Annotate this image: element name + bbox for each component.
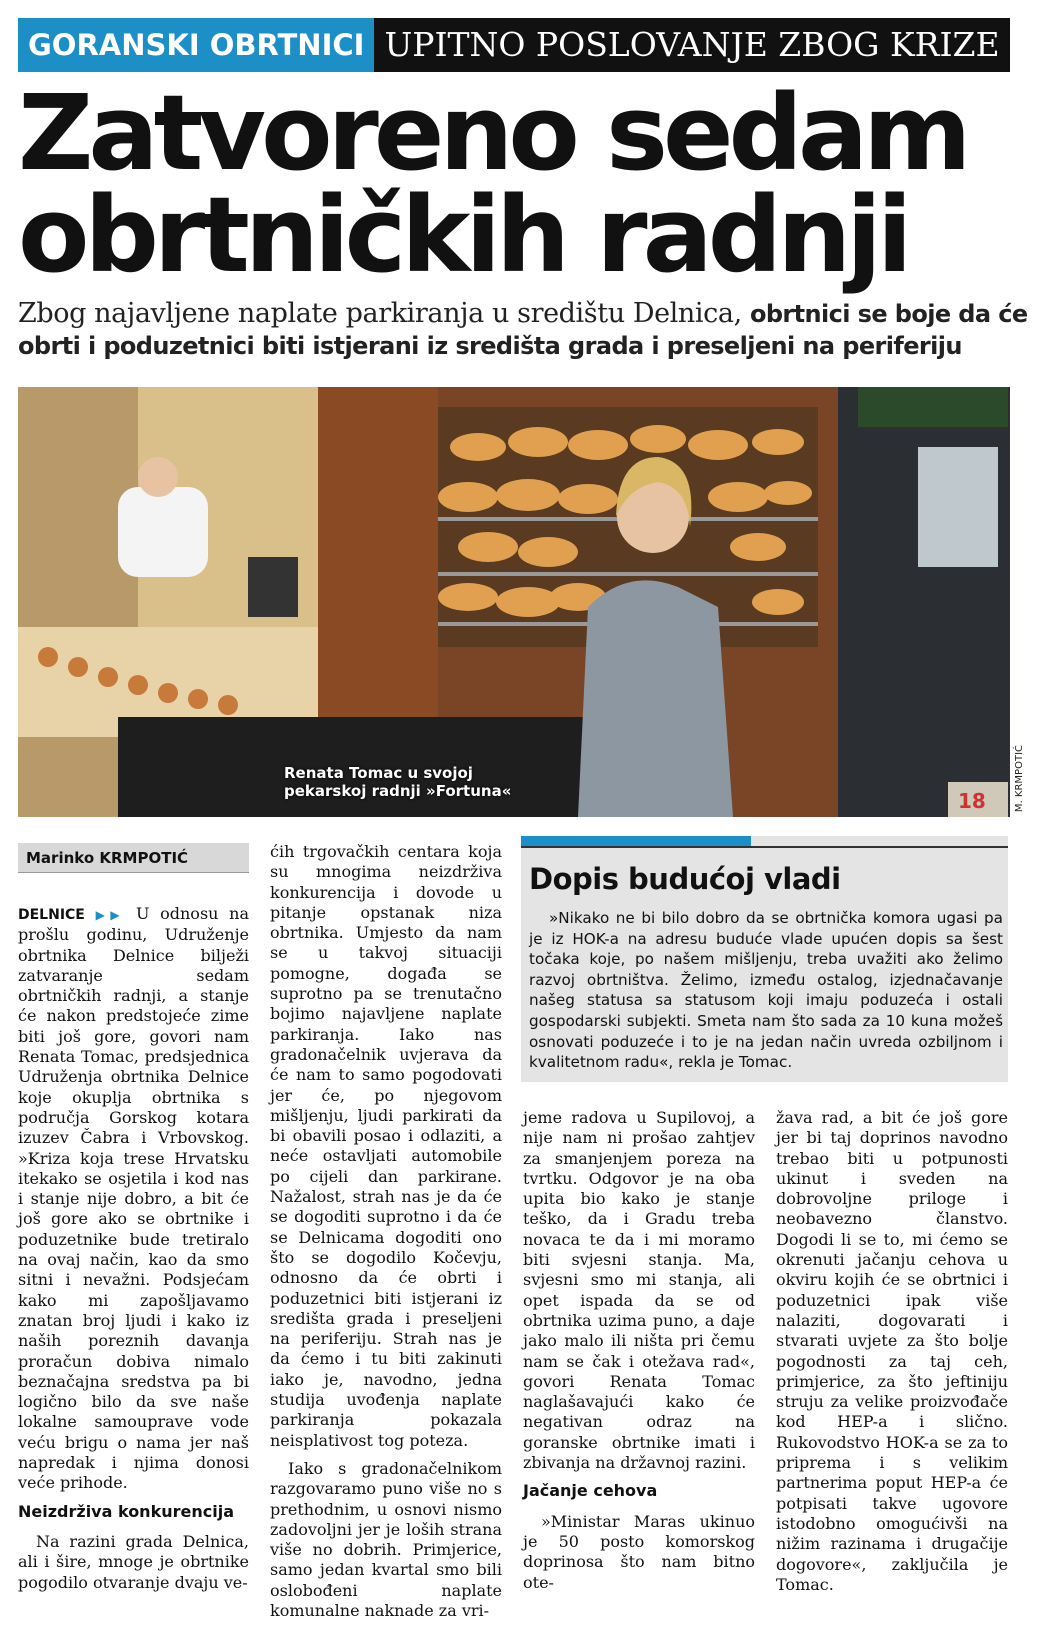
- paragraph: »Ministar Maras ukinuo je 50 posto komorskog doprinosa što nam bitno ote-: [523, 1511, 755, 1592]
- headline-line1: Zatvoreno sedam: [18, 72, 967, 194]
- deck-bold: obrtnici se boje da će obrti i poduzetnici biti istjerani iz središta grada i preseljeni na periferiju: [18, 300, 1028, 360]
- headline: [18, 72, 1048, 296]
- double-arrow-icon: ▶▶: [95, 908, 126, 922]
- subheading: Neizdrživa konkurencija: [18, 1501, 234, 1521]
- byline: Marinko KRMPOTIĆ: [18, 843, 249, 873]
- paragraph: [18, 904, 249, 1494]
- headline-line2: obrtničkih radnji: [18, 174, 908, 296]
- sidebar-text: »Nikako ne bi bilo dobro da se obrtnička komora ugasi pa je iz HOK-a na adresu buduće vlade upućen dopis sa šest točaka koje, po našem mišljenju, treba uvažiti ako želimo razvoj obrtništva. Želimo, između ostalog, izjednačavanje našeg statusa sa statusom koji imaju poduzeća i ostali gospodarski subjekti. Smeta nam što sada za 10 kuna možeš osnovati poduzeće i to je na jedan način uvreda ozbiljnom i kvalitetnom radu«, rekla je Tomac.: [529, 909, 1003, 1072]
- caption-line2: pekarskoj radnji »Fortuna«: [284, 782, 512, 800]
- paragraph: ćih trgovačkih centara koja su mnogima neizdrživa konkurencija i dovode u pitanje opstanak niza obrtnika. Umjesto da nam se u takvoj situaciji pomogne, događa se suprotno pa se trenutačno bojimo najavljene naplate parkiranja. Iako nas gradonačelnik uvjerava da će nam to samo pogodovati jer će, po njegovom mišljenju, ljudi parkirati da bi obavili posao i odlaziti, a neće ostavljati automobile po cijeli dan parkirane. Nažalost, strah nas je da će se dogoditi suprotno i da će se Delnicama dogoditi ono što se dogodilo Kočevju, odnosno da će obrti i poduzetnici biti istjerani iz središta grada i preseljeni na periferiju. Strah nas je da ćemo i tu biti zakinuti iako je, navodno, jedna studija uvođenja naplate parkiranja pokazala neisplativost tog poteza.: [270, 842, 502, 1450]
- paragraph: jeme radova u Supilovoj, a nije nam ni prošao zahtjev za smanjenjem poreza na tvrtku. Odgovor je na oba upita bio kako je stanje teško, da i Gradu treba novaca te da i mi moramo biti svjesni stanja. Ma, svjesni smo mi stanja, ali opet ispada da se od obrtnika uzima puno, a daje jako malo ili ništa pri čemu nam se čak i otežava rad«, govori Renata Tomac naglašavajući kako će negativan odraz na goranske obrtnike imati i zbivanja na državnoj razini.: [523, 1108, 755, 1473]
- article-column-3: [523, 1108, 755, 1601]
- section-header-bar: [18, 18, 1010, 72]
- subheading: Jačanje cehova: [523, 1481, 658, 1501]
- sidebar-rule: [521, 846, 1008, 848]
- article-column-2: [270, 842, 502, 1629]
- sidebar-box: [521, 836, 1008, 1082]
- bakery-photo: [18, 387, 1010, 817]
- article-column-1: [18, 904, 249, 1601]
- paragraph-text: U odnosu na prošlu godinu, Udruženje obrtnika Delnice bilježi zatvaranje sedam obrtničkih radnji, a stanje će nakon predstojeće zime biti još gore, govori nam Renata Tomac, predsjednica Udruženja obrtnika Delnice koje okuplja obrtnika s područja Gorskog kotara izuzev Čabra i Vrbovskog. »Kriza koja trese Hrvatsku itekako se osjetila i kod nas i stanje nije dobro, a bit će još gore ako se obrtnike i poduzetnike bude tretiralo na ovaj način, kao da smo sitni i nevažni. Podsjećam kako mi zapošljavamo znatan broj ljudi i kako iz naših poreznih davanja proračun dobiva nimalo beznačajna sredstva pa bi logično bilo da sve naše lokalne samouprave vode veću brigu o nama jer naš napredak i njima donosi veće prihode.: [18, 904, 249, 1493]
- counter-number: 18: [958, 789, 986, 813]
- photo-credit: M. KRMPOTIĆ: [1014, 745, 1025, 813]
- section-label: GORANSKI OBRTNICI: [18, 18, 374, 72]
- paragraph: Na razini grada Delnica, ali i šire, mnoge je obrtnike pogodilo otvaranje dvaju ve-: [18, 1531, 249, 1592]
- sidebar-title: Dopis budućoj vladi: [529, 862, 841, 896]
- caption-line1: Renata Tomac u svojoj: [284, 764, 473, 782]
- sidebar-accent-strip: [521, 836, 751, 846]
- deck: [18, 298, 1043, 362]
- deck-regular: Zbog najavljene naplate parkiranja u središtu Delnica,: [18, 298, 750, 329]
- bakery-photo-illustration: [18, 387, 1010, 817]
- article-column-4: [776, 1108, 1008, 1603]
- kicker: UPITNO POSLOVANJE ZBOG KRIZE: [384, 25, 1000, 64]
- dateline: DELNICE: [18, 907, 85, 923]
- paragraph: Iako s gradonačelnikom razgovaramo puno više no s prethodnim, u osnovi nismo zadovoljni jer je loših strana više no dobrih. Primjerice, samo jedan kvartal smo bili oslobođeni naplate komunalne naknade za vri-: [270, 1458, 502, 1620]
- photo-caption: [284, 764, 511, 800]
- paragraph: žava rad, a bit će još gore jer bi taj doprinos navodno trebao biti u potpunosti ukinut i sveden na dobrovoljne priloge i neobavezno članstvo. Dogodi li se to, mi ćemo se okrenuti jačanju cehova u okviru kojih će se obrtnici i poduzetnici ipak više nalaziti, dogovarati i stvarati uvjete za što bolje pogodnosti za taj ceh, primjerice, za što jeftiniju struju za velike proizvođače kod HEP-a i slično. Rukovodstvo HOK-a se za to priprema i s velikim partnerima poput HEP-a će potpisati takve ugovore istodobno omogućivši na nižim razinama i drugačije dogovore«, zaključila je Tomac.: [776, 1108, 1008, 1594]
